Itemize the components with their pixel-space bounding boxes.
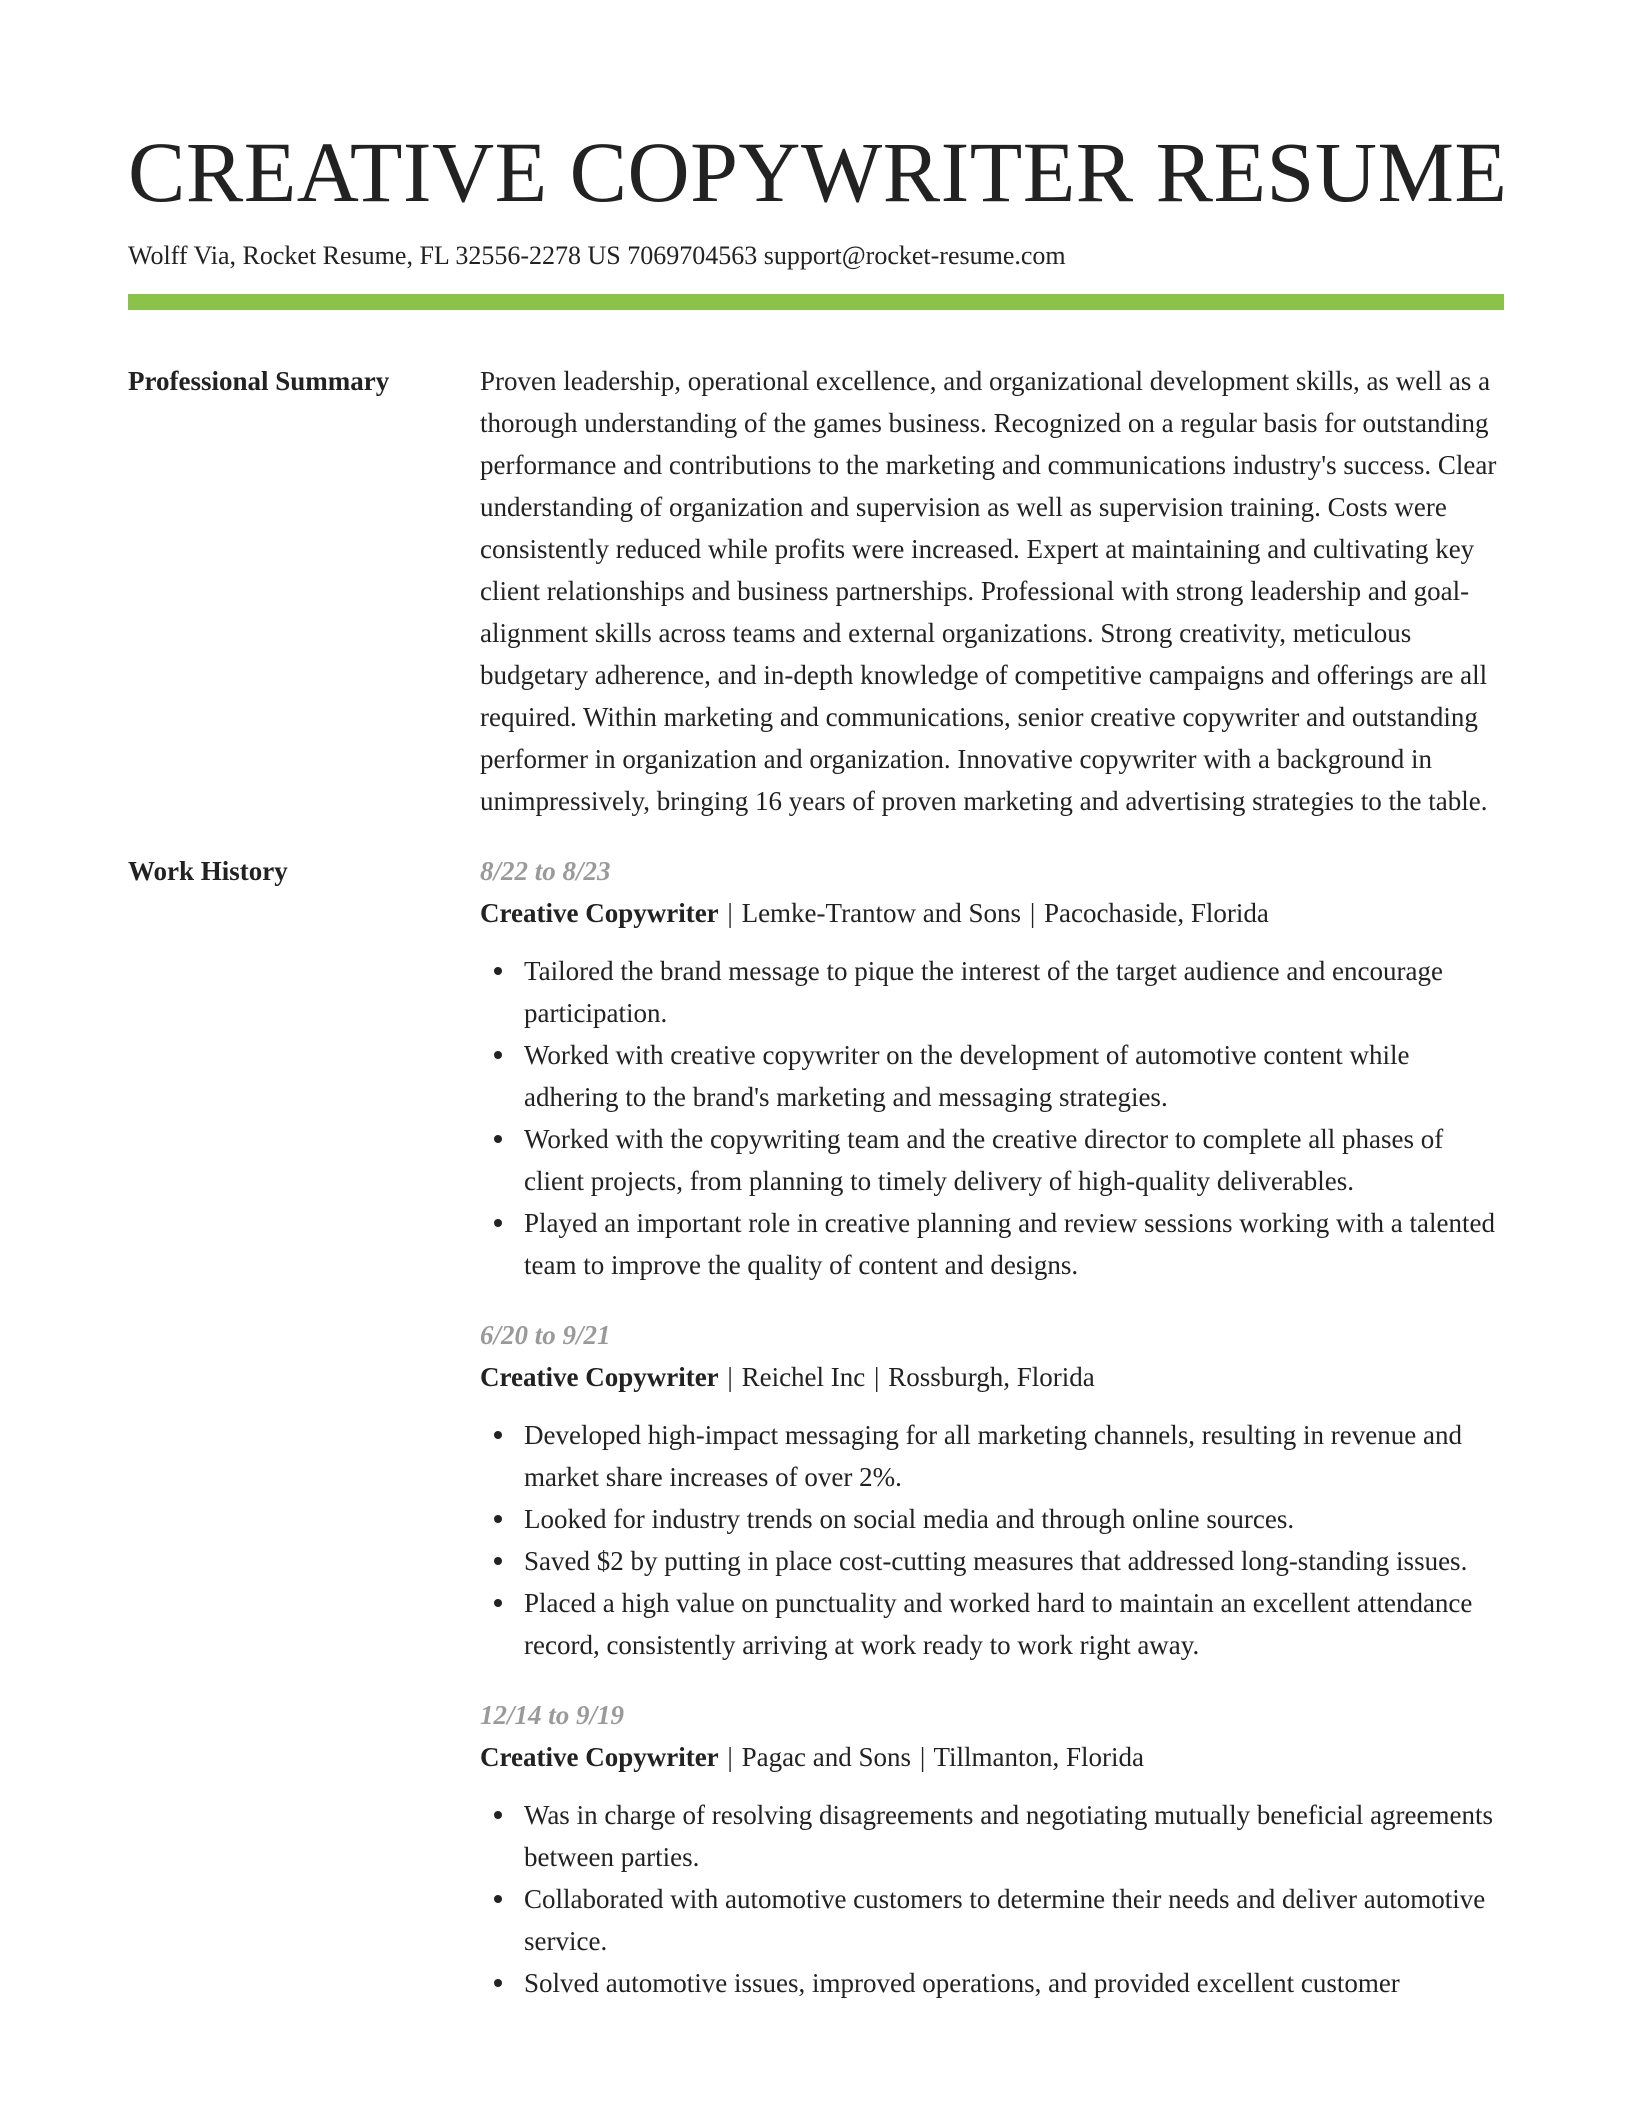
work-history-body — [480, 850, 1504, 2032]
job-location: Tillmanton, Florida — [933, 1742, 1145, 1772]
job-title: Creative Copywriter — [480, 1742, 719, 1772]
job-title: Creative Copywriter — [480, 898, 719, 928]
job-dates: 12/14 to 9/19 — [480, 1700, 625, 1730]
job-dates: 8/22 to 8/23 — [480, 856, 611, 886]
job-bullet: Worked with the copywriting team and the creative director to complete all phases of client projects, from planning to timely delivery of high-quality deliverables. — [524, 1118, 1504, 1202]
job-bullet: Developed high-impact messaging for all marketing channels, resulting in revenue and market share increases of over 2%. — [524, 1414, 1504, 1498]
job-bullet: Was in charge of resolving disagreements and negotiating mutually beneficial agreements between parties. — [524, 1794, 1504, 1878]
job-bullet: Saved $2 by putting in place cost-cutting measures that addressed long-standing issues. — [524, 1540, 1504, 1582]
summary-section — [128, 360, 1504, 822]
contact-phone: 7069704563 — [627, 241, 758, 270]
job-bullet: Collaborated with automotive customers to determine their needs and deliver automotive service. — [524, 1878, 1504, 1962]
job-bullet: Worked with creative copywriter on the development of automotive content while adhering to the brand's marketing and messaging strategies. — [524, 1034, 1504, 1118]
contact-email: support@rocket-resume.com — [763, 241, 1066, 270]
contact-line — [128, 238, 1504, 274]
work-history-heading: Work History — [128, 856, 288, 886]
job-dates: 6/20 to 9/21 — [480, 1320, 611, 1350]
job-location: Rossburgh, Florida — [888, 1362, 1095, 1392]
resume-title: CREATIVE COPYWRITER RESUME — [128, 124, 1508, 220]
job-bullets — [480, 950, 1504, 1286]
job-company: Lemke-Trantow and Sons — [741, 898, 1022, 928]
job-bullet: Solved automotive issues, improved operations, and provided excellent customer — [524, 1962, 1504, 2004]
job-company: Reichel Inc — [741, 1362, 866, 1392]
job-bullets — [480, 1414, 1504, 1666]
job-heading: Creative Copywriter | Pagac and Sons | Tillmanton, Florida — [480, 1742, 1145, 1772]
job-title: Creative Copywriter — [480, 1362, 719, 1392]
job-entry — [480, 1314, 1504, 1666]
job-company: Pagac and Sons — [741, 1742, 912, 1772]
summary-heading: Professional Summary — [128, 366, 390, 396]
work-history-section — [128, 850, 1504, 2032]
job-heading: Creative Copywriter | Reichel Inc | Rossburgh, Florida — [480, 1362, 1095, 1392]
summary-body — [480, 360, 1504, 822]
job-location: Pacochaside, Florida — [1043, 898, 1269, 928]
job-bullets — [480, 1794, 1504, 2004]
job-bullet: Placed a high value on punctuality and worked hard to maintain an excellent attendance record, consistently arriving at work ready to work right away. — [524, 1582, 1504, 1666]
contact-address: Wolff Via, Rocket Resume, FL 32556-2278 US — [128, 241, 621, 270]
job-entry — [480, 850, 1504, 1286]
job-bullet: Looked for industry trends on social media and through online sources. — [524, 1498, 1504, 1540]
job-bullet: Tailored the brand message to pique the interest of the target audience and encourage participation. — [524, 950, 1504, 1034]
summary-text: Proven leadership, operational excellence, and organizational development skills, as well as a thorough understanding of the games business. Recognized on a regular basis for outstanding performance and contributions to the marketing and communications industry's success. Clear understanding of organization and supervision as well as supervision training. Costs were consistently reduced while profits were increased. Expert at maintaining and cultivating key client relationships and business partnerships. Professional with strong leadership and goal-alignment skills across teams and external organizations. Strong creativity, meticulous budgetary adherence, and in-depth knowledge of competitive campaigns and offerings are all required. Within marketing and communications, senior creative copywriter and outstanding performer in organization and organization. Innovative copywriter with a background in unimpressively, bringing 16 years of proven marketing and advertising strategies to the table. — [480, 366, 1497, 816]
accent-divider — [128, 294, 1504, 310]
job-entry — [480, 1694, 1504, 2004]
job-bullet: Played an important role in creative planning and review sessions working with a talented team to improve the quality of content and designs. — [524, 1202, 1504, 1286]
job-heading: Creative Copywriter | Lemke-Trantow and Sons | Pacochaside, Florida — [480, 898, 1269, 928]
